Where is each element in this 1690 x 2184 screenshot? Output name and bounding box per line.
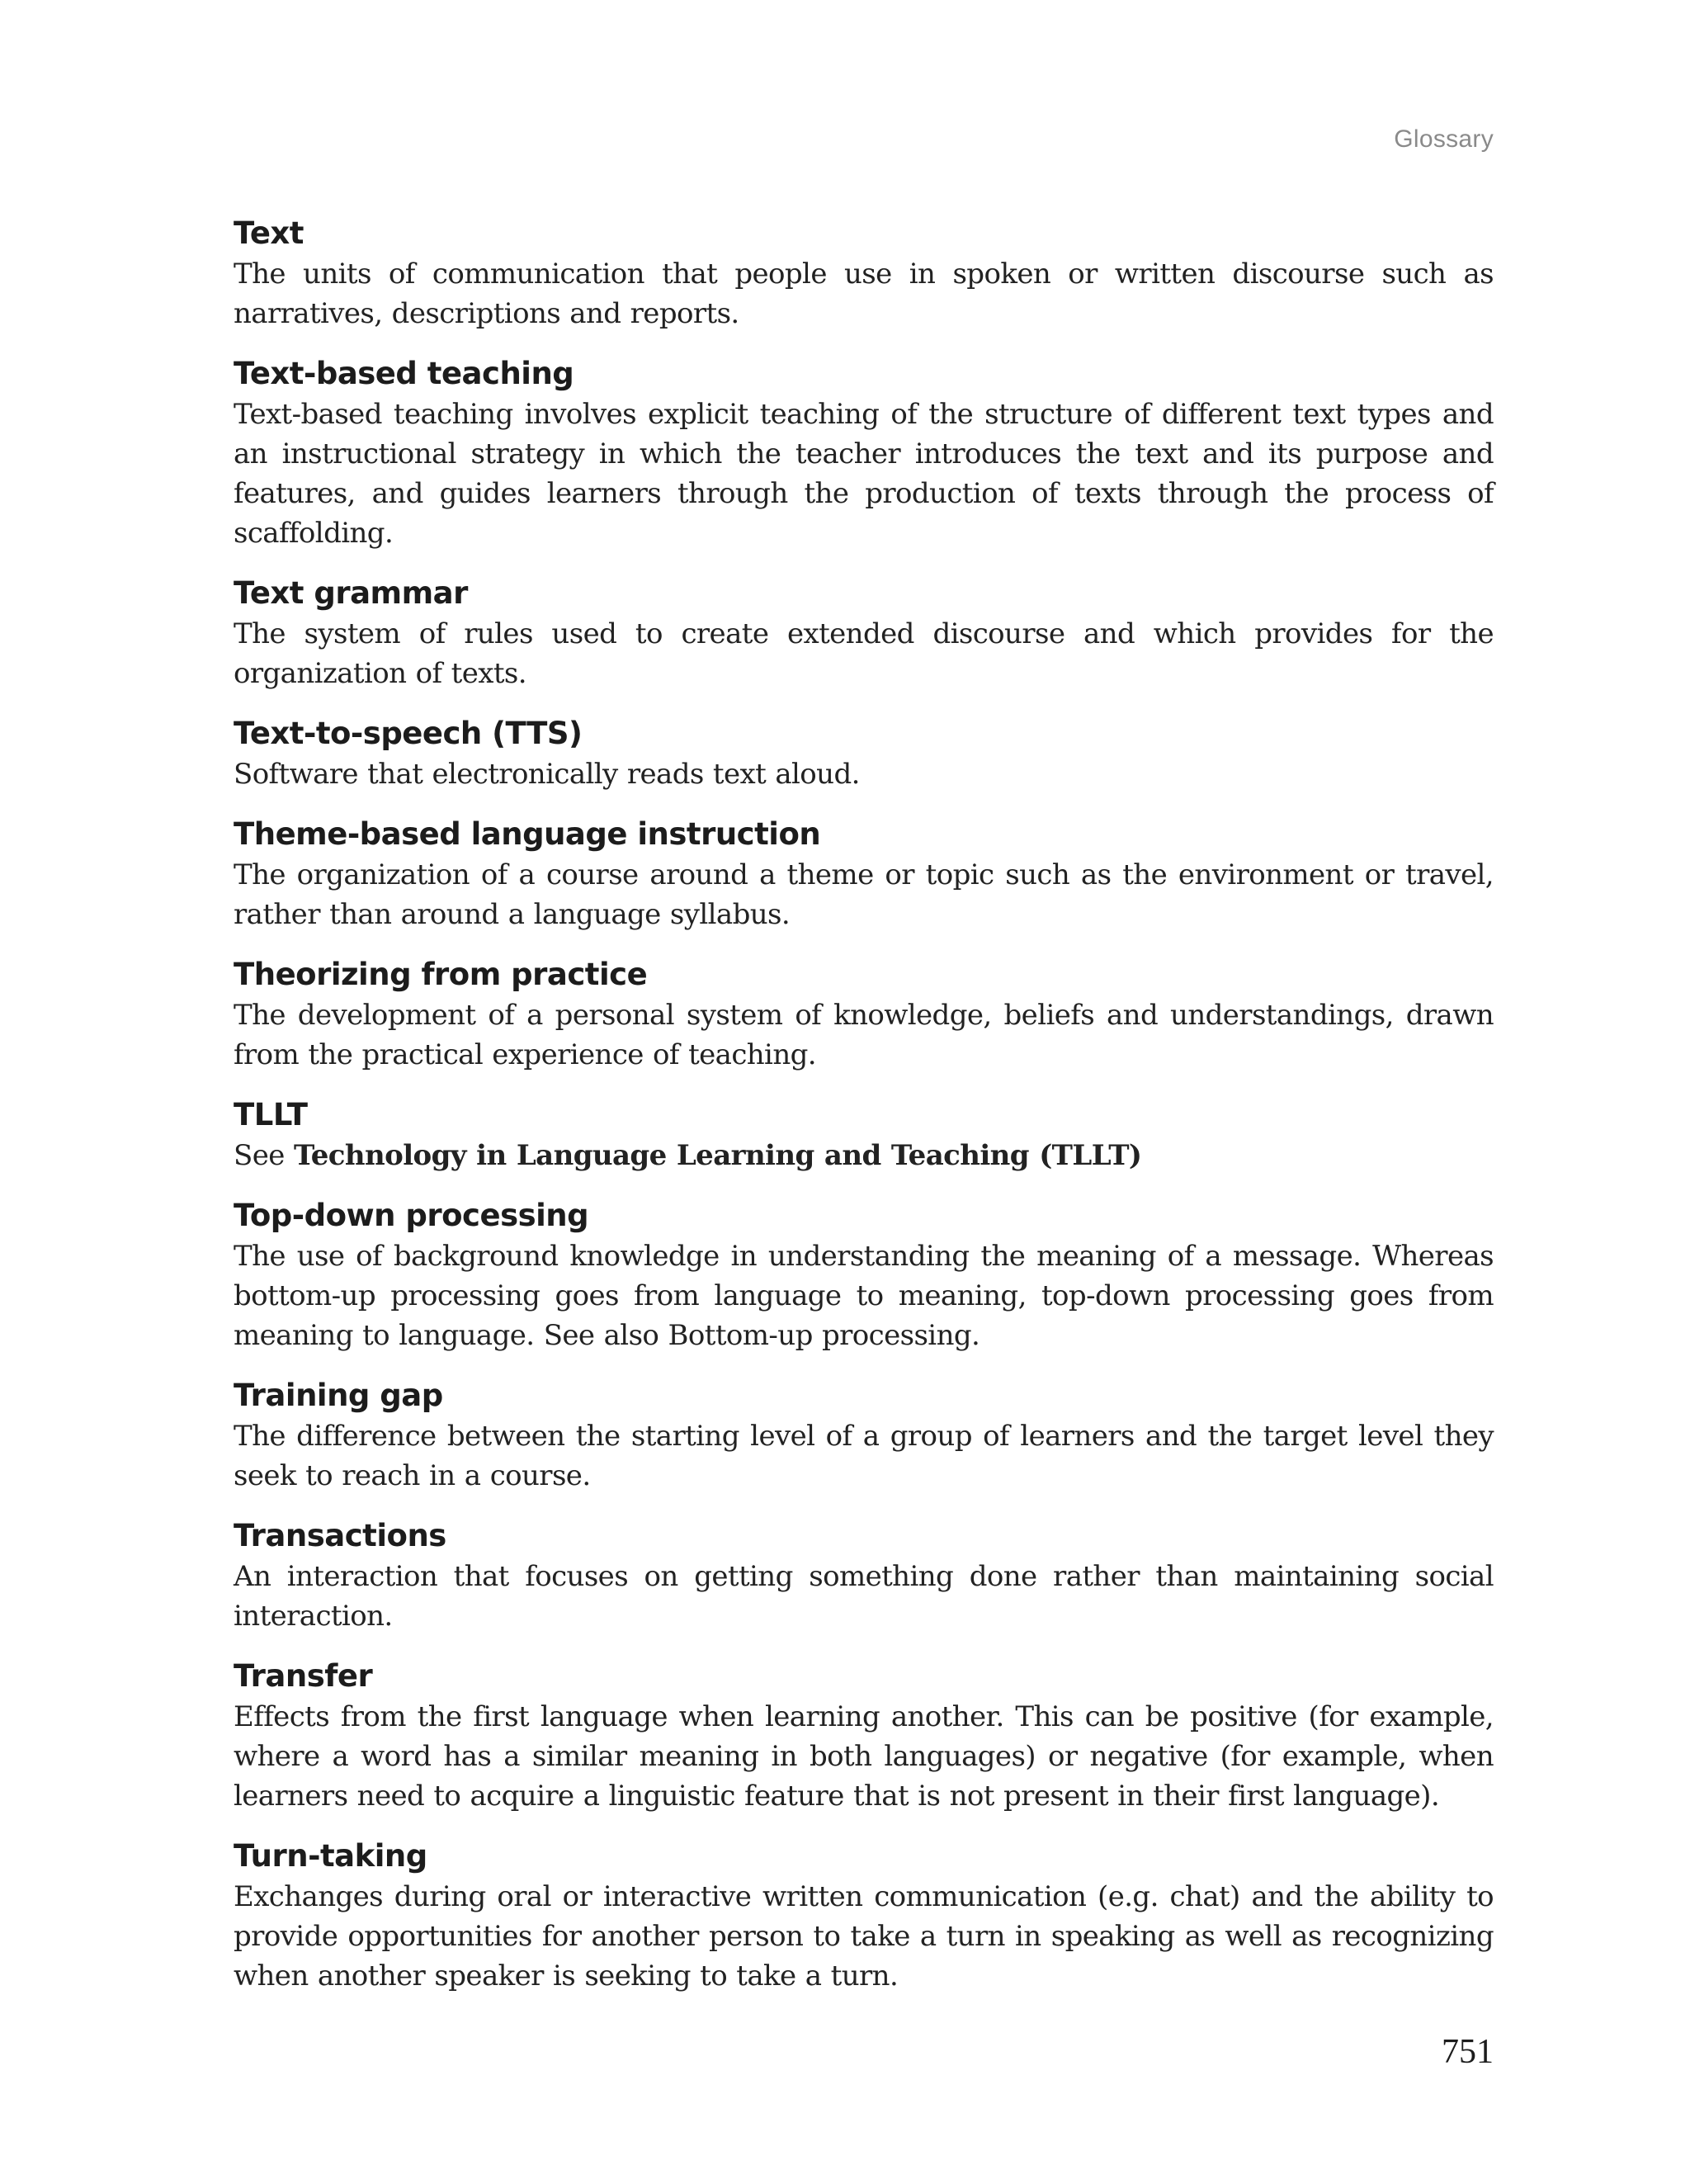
glossary-definition: The system of rules used to create extended discourse and which provides for the organization of texts. xyxy=(234,617,1494,690)
glossary-term: Training gap xyxy=(234,1378,443,1413)
glossary-term: TLLT xyxy=(234,1097,308,1132)
page-number: 751 xyxy=(1442,2033,1494,2071)
glossary-entry xyxy=(234,213,1494,333)
glossary-definition: The units of communication that people use in spoken or written discourse such as narratives, descriptions and reports. xyxy=(234,258,1494,330)
glossary-entry xyxy=(234,1094,1494,1175)
glossary-entry xyxy=(234,814,1494,934)
glossary-definition: Effects from the first language when learning another. This can be positive (for example, where a word has a similar meaning in both languages) or negative (for example, when learners need to acquire a linguistic feature that is not present in their first language). xyxy=(234,1700,1494,1813)
glossary-term: Text-to-speech (TTS) xyxy=(234,716,583,751)
glossary-definition: An interaction that focuses on getting something done rather than maintaining social interaction. xyxy=(234,1560,1494,1633)
glossary-entry xyxy=(234,1375,1494,1496)
see-reference-term: Technology in Language Learning and Teaching (TLLT) xyxy=(293,1139,1142,1172)
glossary-entry xyxy=(234,1195,1494,1355)
glossary-definition: Exchanges during oral or interactive written communication (e.g. chat) and the ability to provide opportunities for another person to take a turn in speaking as well as recognizing when another speaker is seeking to take a turn. xyxy=(234,1880,1494,1993)
glossary-entry xyxy=(234,353,1494,553)
see-prefix: See xyxy=(234,1139,285,1172)
glossary-term: Theorizing from practice xyxy=(234,957,648,992)
glossary-definition: Software that electronically reads text aloud. xyxy=(234,758,860,791)
glossary-definition: The development of a personal system of knowledge, beliefs and understandings, drawn from the practical experience of teaching. xyxy=(234,999,1494,1071)
glossary-term: Text-based teaching xyxy=(234,356,574,391)
glossary-definition: The organization of a course around a theme or topic such as the environment or travel, rather than around a language syllabus. xyxy=(234,858,1494,931)
glossary-definition: The difference between the starting level of a group of learners and the target level they seek to reach in a course. xyxy=(234,1420,1494,1492)
glossary-definition: The use of background knowledge in understanding the meaning of a message. Whereas bottom-up processing goes from language to meaning, top-down processing goes from meaning to language. See also Bottom-up processing. xyxy=(234,1240,1494,1352)
glossary-entry xyxy=(234,573,1494,693)
glossary-term: Text grammar xyxy=(234,575,468,611)
running-head: Glossary xyxy=(1394,125,1494,153)
glossary-entries xyxy=(234,213,1494,2016)
glossary-term: Turn-taking xyxy=(234,1838,427,1874)
glossary-entry xyxy=(234,1515,1494,1636)
glossary-term: Top-down processing xyxy=(234,1198,589,1233)
glossary-entry xyxy=(234,713,1494,794)
glossary-entry xyxy=(234,954,1494,1075)
glossary-definition: Text-based teaching involves explicit teaching of the structure of different text types and an instructional strategy in which the teacher introduces the text and its purpose and features, and guides learners through the production of texts through the process of scaffolding. xyxy=(234,398,1494,550)
glossary-term: Text xyxy=(234,215,304,251)
glossary-entry xyxy=(234,1656,1494,1816)
glossary-entry xyxy=(234,1836,1494,1996)
glossary-cross-reference xyxy=(234,1136,1494,1175)
glossary-term: Transfer xyxy=(234,1658,373,1694)
glossary-term: Theme-based language instruction xyxy=(234,816,821,852)
glossary-term: Transactions xyxy=(234,1518,446,1553)
